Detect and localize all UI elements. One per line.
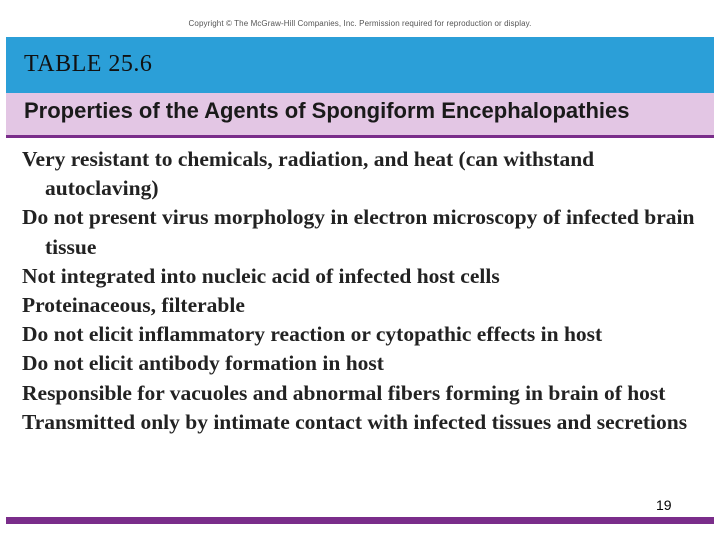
table-title: Properties of the Agents of Spongiform Encephalopathies (24, 98, 630, 123)
table-number: TABLE 25.6 (24, 51, 153, 77)
list-item: Very resistant to chemicals, radiation, and heat (can withstand autoclaving) (22, 147, 595, 201)
list-item: Do not elicit antibody formation in host (22, 351, 384, 376)
list-item: Do not elicit inflammatory reaction or cytopathic effects in host (22, 322, 603, 347)
list-item: Responsible for vacuoles and abnormal fibers forming in brain of host (22, 380, 666, 405)
title-divider (6, 135, 714, 138)
properties-list (22, 145, 697, 437)
list-item: Do not present virus morphology in electron microscopy of infected brain tissue (22, 205, 695, 259)
list-item: Transmitted only by intimate contact with infected tissues and secretions (22, 409, 688, 434)
list-item: Proteinaceous, filterable (22, 293, 245, 318)
copyright-notice: Copyright © The McGraw-Hill Companies, Inc. Permission required for reproduction or display. (188, 19, 532, 28)
bottom-divider (6, 517, 714, 524)
list-item: Not integrated into nucleic acid of infected host cells (22, 263, 500, 288)
page-number: 19 (656, 497, 672, 513)
